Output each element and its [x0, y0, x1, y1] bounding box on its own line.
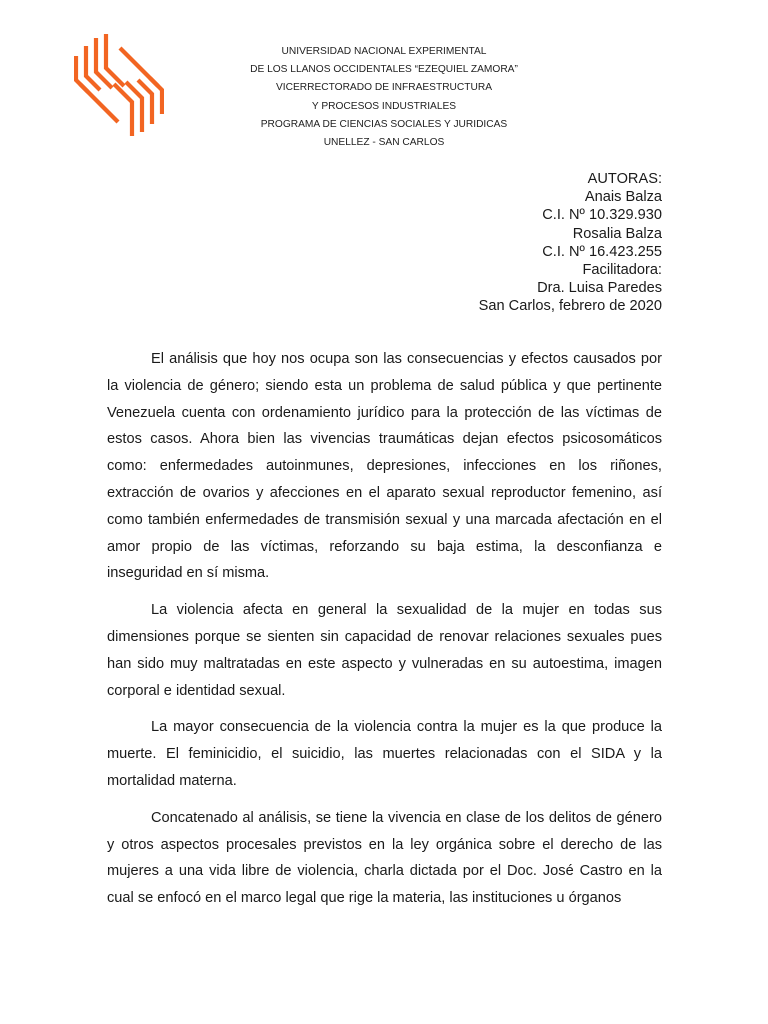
authors-line: Anais Balza — [584, 189, 662, 206]
authors-line: Dra. Luisa Paredes — [537, 280, 662, 297]
document-body — [107, 346, 662, 922]
body-paragraph: La violencia afecta en general la sexualidad de la mujer en todas sus dimensiones porque se sienten sin capacidad de renovar relaciones sexuales pues han sido muy maltratadas en este aspecto y vulneradas en su autoestima, imagen corporal e identidad sexual. — [107, 602, 662, 699]
header-line: UNELLEZ - SAN CARLOS — [323, 137, 445, 149]
authors-line: C.I. Nº 16.423.255 — [542, 243, 662, 260]
unellez-logo-icon — [74, 34, 164, 136]
institution-header — [200, 43, 568, 152]
header-line: Y PROCESOS INDUSTRIALES — [311, 100, 457, 112]
body-paragraph: La mayor consecuencia de la violencia contra la mujer es la que produce la muerte. El feminicidio, el suicidio, las muertes relacionadas con el SIDA y la mortalidad materna. — [107, 719, 662, 789]
authors-line: Facilitadora: — [582, 262, 662, 279]
authors-line: Rosalia Balza — [572, 225, 662, 242]
authors-line: AUTORAS: — [587, 171, 662, 187]
header-line: DE LOS LLANOS OCCIDENTALES “EZEQUIEL ZAMORA” — [250, 64, 518, 76]
authors-block — [479, 170, 662, 316]
header-line: VICERRECTORADO DE INFRAESTRUCTURA — [275, 82, 493, 94]
header-line: UNIVERSIDAD NACIONAL EXPERIMENTAL — [281, 46, 487, 57]
authors-line: C.I. Nº 10.329.930 — [542, 207, 662, 224]
body-paragraph: Concatenado al análisis, se tiene la vivencia en clase de los delitos de género y otros aspectos procesales previstos en la ley orgánica sobre el derecho de las mujeres a una vida libre de violencia, charla dictada por el Doc. José Castro en la cual se enfocó en el marco legal que rige la materia, las instituciones u órganos — [107, 809, 662, 907]
body-paragraph: El análisis que hoy nos ocupa son las consecuencias y efectos causados por la violencia de género; siendo esta un problema de salud pública y que pertinente Venezuela cuenta con ordenamiento jurídico para la protección de las víctimas de estos casos. Ahora bien las vivencias traumáticas dejan efectos psicosomáticos como: enfermedades autoinmunes, depresiones, infecciones en los riñones, extracción de ovarios y afecciones en el aparato sexual reproductor femenino, así como también enfermedades de transmisión sexual y una marcada afectación en el amor propio de las víctimas, reforzando su baja estima, la desconfianza e inseguridad en sí misma. — [107, 351, 662, 582]
authors-line: San Carlos, febrero de 2020 — [478, 298, 662, 315]
header-line: PROGRAMA DE CIENCIAS SOCIALES Y JURIDICAS — [260, 118, 508, 130]
